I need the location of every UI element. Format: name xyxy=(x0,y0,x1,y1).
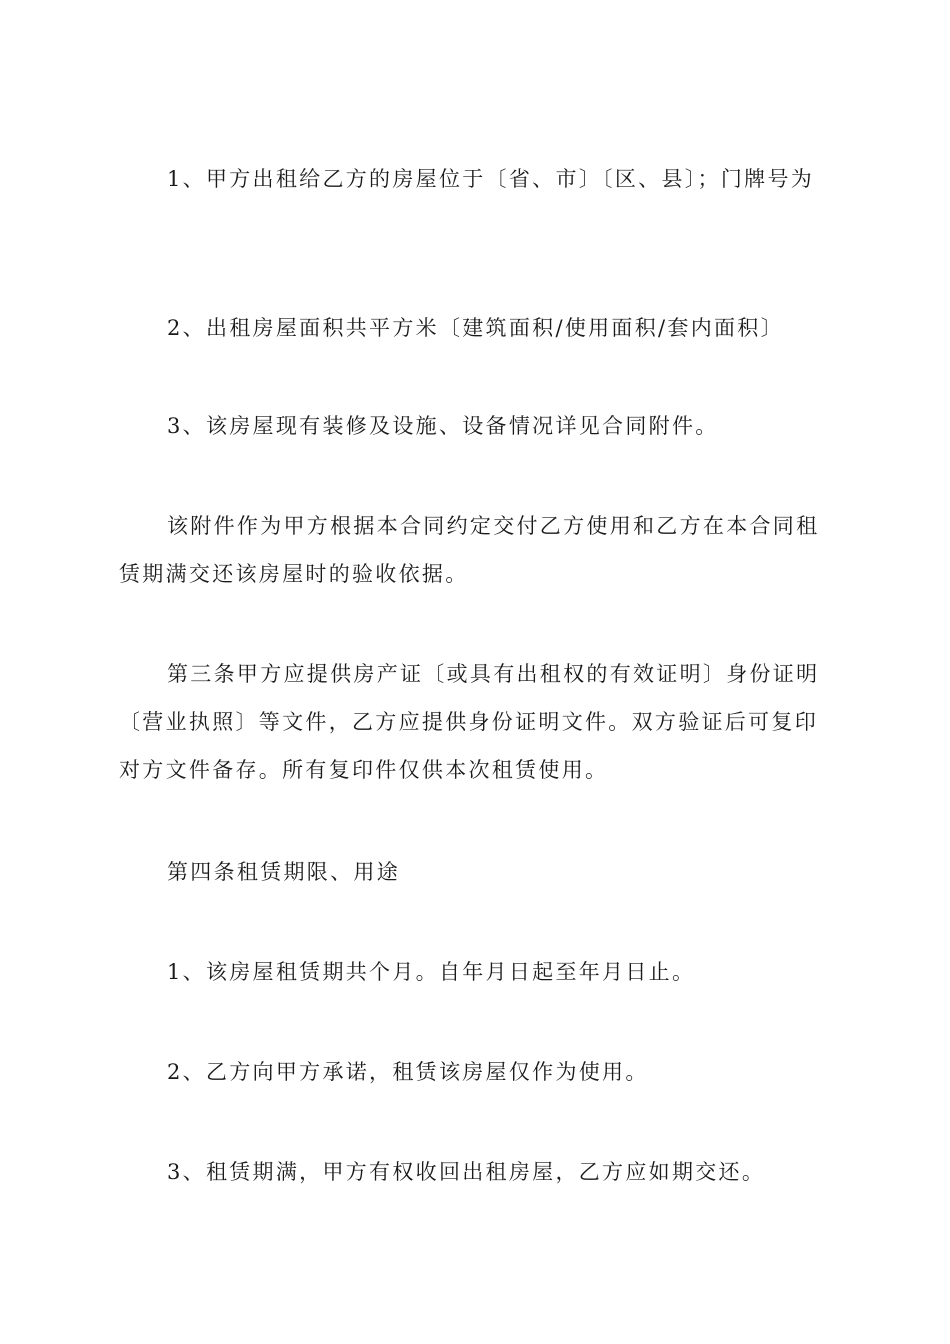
paragraph-lease-term: 1、该房屋租赁期共个月。自年月日起至年月日止。 xyxy=(167,960,696,984)
paragraph-article-four-heading: 第四条租赁期限、用途 xyxy=(167,860,400,884)
paragraph-house-location: 1、甲方出租给乙方的房屋位于〔省、市〕〔区、县〕；门牌号为 xyxy=(167,167,815,191)
paragraph-facilities: 3、该房屋现有装修及设施、设备情况详见合同附件。 xyxy=(167,414,719,438)
paragraph-lease-purpose: 2、乙方向甲方承诺，租赁该房屋仅作为使用。 xyxy=(167,1060,649,1084)
paragraph-article-three: 第三条甲方应提供房产证〔或具有出租权的有效证明〕身份证明〔营业执照〕等文件，乙方应提供身份证明文件。双方验证后可复印对方文件备存。所有复印件仅供本次租赁使用。 xyxy=(119,662,820,782)
paragraph-attachment-basis: 该附件作为甲方根据本合同约定交付乙方使用和乙方在本合同租赁期满交还该房屋时的验收依据。 xyxy=(119,514,820,586)
paragraph-house-area: 2、出租房屋面积共平方米〔建筑面积/使用面积/套内面积〕 xyxy=(167,316,784,340)
paragraph-lease-expiry: 3、租赁期满，甲方有权收回出租房屋，乙方应如期交还。 xyxy=(167,1160,766,1184)
